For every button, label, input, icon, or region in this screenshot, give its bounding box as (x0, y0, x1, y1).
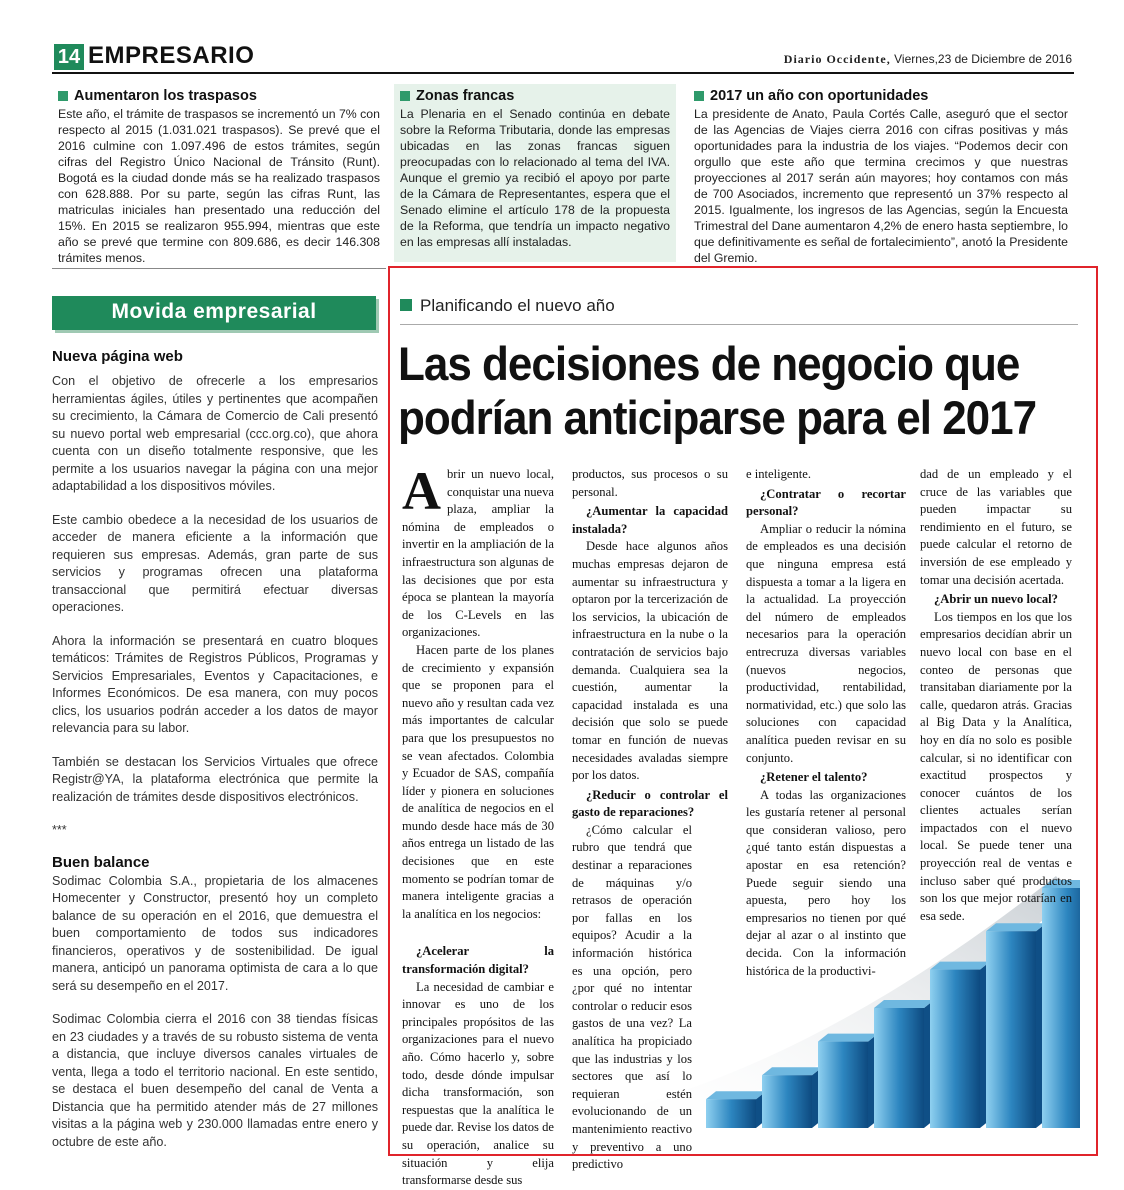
article-column-3 (746, 466, 906, 980)
paragraph: También se destacan los Servicios Virtuales que ofrece Registr@YA, la plataforma electrónica que permite la realización de trámites desde dispositivos electrónicos. (52, 754, 378, 804)
paragraph: productos, sus procesos o su personal. (572, 467, 728, 499)
paragraph: La necesidad de cambiar e innovar es uno de los principales propósitos de las organizaciones para el nuevo año. Cómo hacerlo y, sobre todo, desde dónde impulsar dicha transformación, son respuestas que la analítica le puede dar. Revise los datos de su operación, analice su situación y elija transformarse desde sus (402, 979, 554, 1188)
brief-title: Aumentaron los traspasos (58, 88, 380, 104)
paragraph: A todas las organizaciones les gustaría retener al personal que consideran valioso, pero ¿qué tanto están dispuestas a apostar en esa retención? Puede seguir siendo una apuesta, pero hoy los empresarios no tienen por qué dejar al azar o al instinto que decida. Con la información histórica de la productivi- (746, 787, 906, 978)
paragraph: Ahora la información se presentará en cuatro bloques temáticos: Trámites de Registros Públicos, Programas y Servicios Empresariales, Eventos y Capacitaciones, e Informes Económicos. De esa manera, con muy pocos clics, los usuarios podrán acceder a los datos de mayor relevancia para su labor. (52, 633, 378, 735)
paragraph: Este cambio obedece a la necesidad de los usuarios de acceder de manera eficiente a la información que requieren sus empresas. Además, gran parte de sus servicios y programas ofrecen una plataforma transaccional que permitirá efectuar diversas operaciones. (52, 512, 378, 614)
masthead (784, 52, 1072, 67)
paragraph: Sodimac Colombia S.A., propietaria de los almacenes Homecenter y Constructor, presentó hoy un completo balance de su operación en el 2016, que demuestra el buen comportamiento de todos sus indicadores financieros, operativos y de sostenibilidad. De igual manera, anticipó un panorama optimista de cara a lo que será su desempeño en el 2017. (52, 873, 378, 993)
separator: *** (52, 823, 67, 837)
chart-bar (762, 1075, 812, 1128)
chart-bar-top (930, 962, 990, 970)
article-column-2 (572, 466, 728, 1174)
question-subhead: ¿Retener el talento? (760, 770, 868, 785)
question-subhead: ¿Reducir o controlar el gasto de reparaciones? (572, 787, 728, 820)
paragraph: Con el objetivo de ofrecerle a los empresarios herramientas ágiles, útiles y pertinentes que acompañen su crecimiento, la Cámara de Comercio de Cali presentó su nuevo portal web empresarial (ccc.org.co), que ahora cuenta con un diseño totalmente responsive, que les permite a los usuarios navegar la página con una mejor adaptabilidad a los dispositivos móviles. (52, 374, 378, 493)
header-rule (52, 72, 1074, 74)
paragraph: brir un nuevo local, conquistar una nueva plaza, ampliar la nómina de empleados o invertir en la ampliación de la infraestructura son algunas de las decisiones que por esta época se plantean la mayoría de los C-Levels en las organizaciones. (402, 467, 555, 640)
page-number: 14 (54, 44, 84, 70)
section-title: EMPRESARIO (88, 42, 255, 69)
square-bullet-icon (58, 91, 68, 101)
divider (52, 268, 386, 269)
question-subhead: ¿Acelerar la transformación digital? (402, 944, 554, 977)
dropcap: A (402, 461, 441, 521)
chart-bar-top (874, 1000, 934, 1008)
newspaper-brand: Diario Occidente, (783, 52, 891, 66)
brief-title: Zonas francas (400, 88, 670, 104)
chart-bar (874, 1008, 924, 1128)
paragraph: Hacen parte de los planes de crecimiento y expansión que se proponen para el nuevo año y resultan cada vez más importantes de calcular para que los presupuestos no se vean afectados. Colombia y Ecuador de SAS, compañía líder y pionera en soluciones de analítica de negocios en el mundo desde hace más de 30 años entrega un listado de las decisiones que en este momento se podrían tomar de manera inteligente gracias a la analítica en los negocios: (402, 642, 554, 921)
movida-column (52, 348, 378, 1167)
square-bullet-icon (400, 91, 410, 101)
paragraph: Ampliar o reducir la nómina de empleados es una decisión que ninguna empresa está dispuesta a tomar a la ligera en la actualidad. La proyección del número de empleados necesarios para la operación entrecruza diversas variables (nuevos negocios, productividad, rentabilidad, normatividad, etc.) que solo las soluciones con capacidad analítica pueden revisar en su conjunto. (746, 521, 906, 765)
kicker-rule (400, 324, 1078, 325)
brief-zonas-francas (394, 84, 676, 262)
subhead: Nueva página web (52, 348, 183, 365)
question-subhead: ¿Contratar o recortar personal? (746, 486, 906, 519)
square-bullet-icon (400, 299, 412, 311)
chart-bar (818, 1042, 868, 1128)
chart-bar (986, 931, 1036, 1128)
chart-bar (930, 970, 980, 1128)
paragraph: ¿Cómo calcular el rubro que tendrá que destinar a reparaciones de máquinas y/o retrasos de operación por fallas en los equipos? Acudir a la información histórica es una opción, pero ¿por qué no intentar controlar o reducir esos gastos de una vez? La analítica ha propiciado que las industrias y los sectores que así lo requieran estén evolucionando de un mantenimiento reactivo y preventivo a uno predictivo (572, 822, 692, 1172)
brief-body: La presidente de Anato, Paula Cortés Calle, aseguró que el sector de las Agencias de Viajes cierra 2016 con cifras positivas y más oportunidades para la industria de los viajes. “Podemos decir con orgullo que este año que termina crecimos y que nuestras proyecciones al 2017 serán aún mayores; hoy contamos con más de 700 Asociados, incremento que representó un 37% respecto al 2015. Igualmente, los ingresos de las Agencias, según la Encuesta Trimestral del Dane aumentaron 4,2% de enero hasta septiembre, lo que definitivamente es señal de fortalecimiento”, anotó la Presidente del Gremio. (694, 107, 1068, 265)
movida-banner: Movida empresarial (52, 296, 376, 330)
paragraph: dad de un empleado y el cruce de las variables que pueden impactar su rendimiento en el futuro, se puede calcular el retorno de inversión de ese empleado y tomar una decisión acertada. (920, 467, 1072, 587)
question-subhead: ¿Aumentar la capacidad instalada? (572, 504, 728, 536)
brief-2017 (688, 84, 1074, 265)
brief-traspasos (52, 84, 386, 265)
brief-body: La Plenaria en el Senado continúa en debate sobre la Reforma Tributaria, donde las empresas ubicadas en las zonas francas siguen preocupadas con lo relacionado al tema del IVA. Aunque el gremio ya recibió el apoyo por parte de la Cámara de Representantes, espera que el Senado elimine el artículo 178 de la propuesta de la Reforma, que tendría un impacto negativo en las empresas allí instaladas. (400, 107, 670, 249)
square-bullet-icon (694, 91, 704, 101)
chart-bar-top (818, 1034, 878, 1042)
article-kicker: Planificando el nuevo año (400, 296, 615, 316)
article-headline: Las decisiones de negocio que podrían anticiparse para el 2017 (398, 338, 1037, 445)
chart-bar-top (762, 1067, 822, 1075)
subhead: Buen balance (52, 853, 150, 871)
paragraph: Los tiempos en los que los empresarios decidían abrir un nuevo local con base en el conteo de personas que transitaban diariamente por la calle, quedaron atrás. Gracias al Big Data y la Analítica, hoy en día no solo es posible calcular, si no identificar con exactitud prospectos y conocer cuántos de los clientes actuales serían impactados con el nuevo local. Se puede tener una proyección real de ventas e incluso saber qué productos son los que mejor rotarían en esa sede. (920, 609, 1072, 923)
paragraph: e inteligente. (746, 467, 812, 481)
paragraph: Sodimac Colombia cierra el 2016 con 38 tiendas físicas en 23 ciudades y a través de su robusto sistema de venta a distancia, que incluye diversos canales virtuales de venta, llega a todo el territorio nacional. En este sentido, se destaca el buen desempeño del canal de Venta a Distancia que ha permitido atender más de 27 millones visitas a la página web y 230.000 llamadas entre enero y octubre de este año. (52, 1012, 378, 1149)
article-column-4 (920, 466, 1072, 925)
paragraph: Desde hace algunos años muchas empresas dejaron de aumentar su infraestructura y optaron por la tercerización de los servicios, la ubicación de infraestructura en la nube o la contratación de servicios bajo demanda. Cualquiera sea la cuestión, aumentar la capacidad instalada es una decisión que solo se puede tomar en función de nuevas necesidades avaladas siempre por los datos. (572, 539, 728, 783)
brief-title: 2017 un año con oportunidades (694, 88, 1068, 104)
question-subhead: ¿Abrir un nuevo local? (934, 592, 1058, 607)
issue-date: Viernes,23 de Diciembre de 2016 (894, 52, 1072, 66)
brief-body: Este año, el trámite de traspasos se incrementó un 7% con respecto al 2015 (1.031.021 traspasos). Se prevé que el 2016 culmine con 1.097.496 de estos trámites, según cifras del Registro Único Nacional de Tránsito (Runt). Bogotá es la ciudad donde más se ha realizado traspasos con 628.888. Por su parte, según las cifras Runt, las matriculas iniciales han presentado una reducción del 15%. En 2015 se realizaron 955.994, mientras que este año se prevé que termine con 809.686, es decir 146.308 trámites menos. (58, 107, 380, 265)
article-column-1 (402, 461, 555, 1190)
